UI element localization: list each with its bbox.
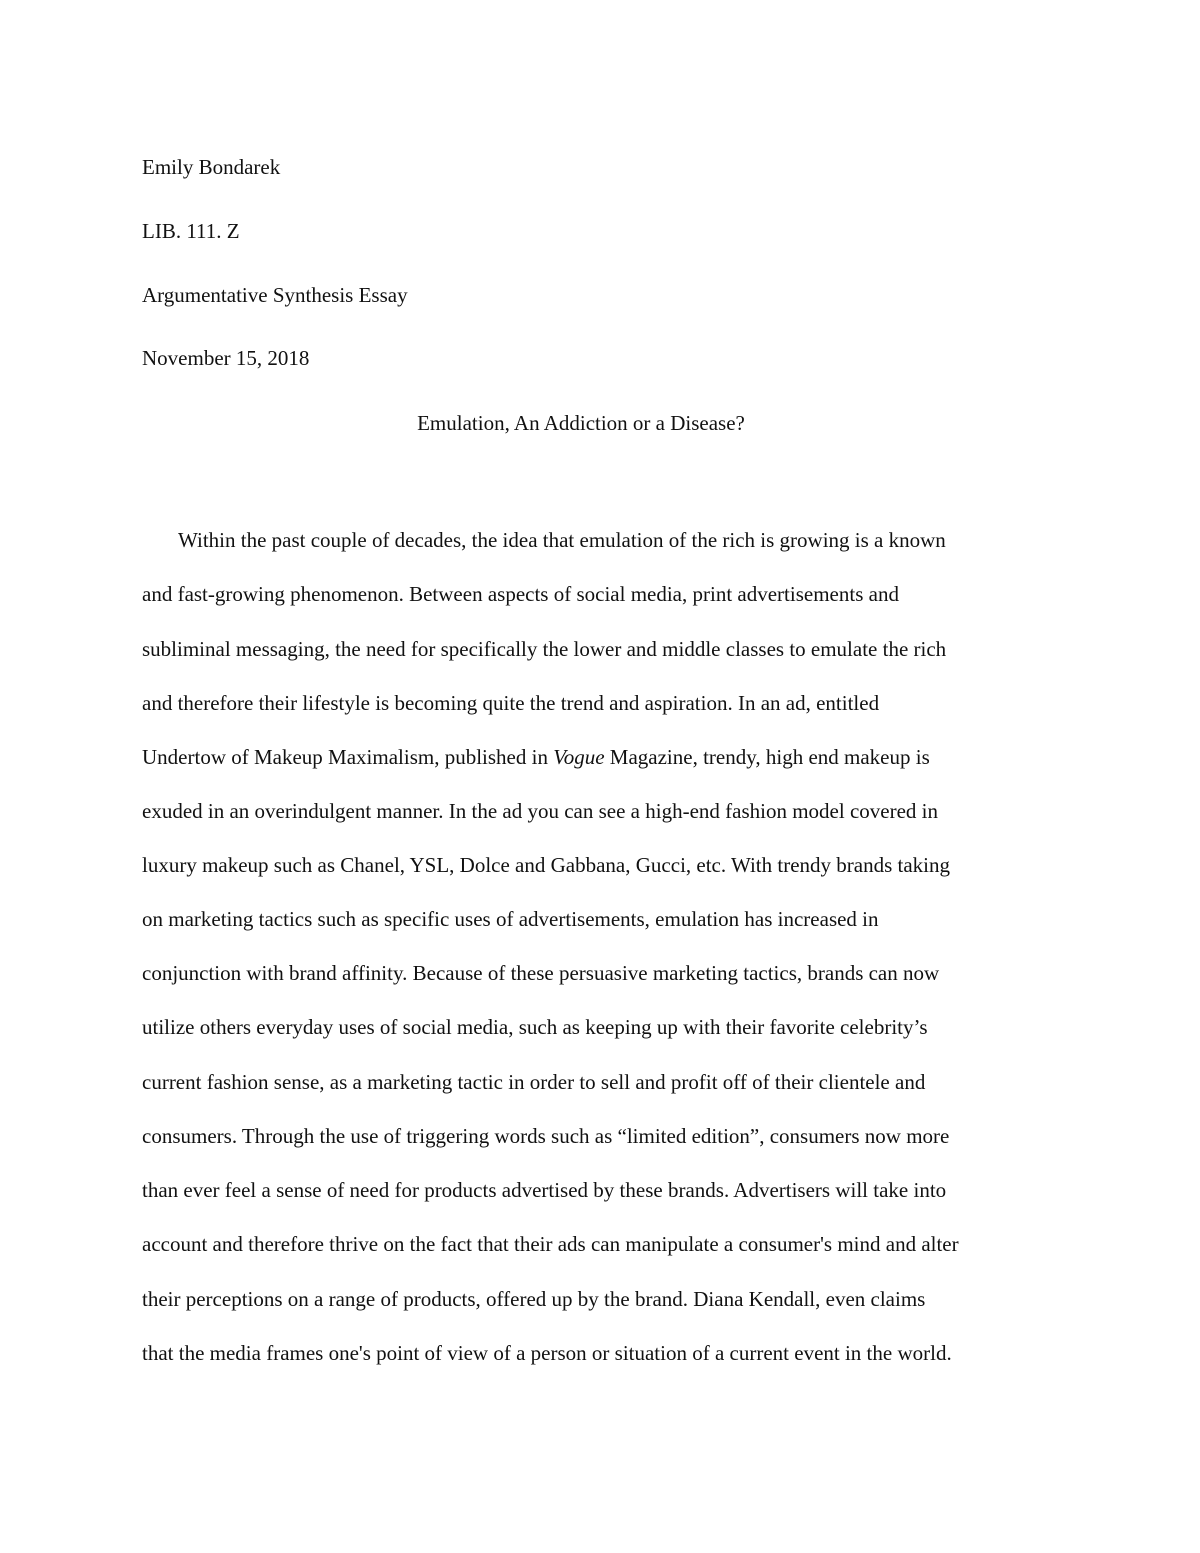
essay-title: Emulation, An Addiction or a Disease?: [417, 411, 745, 435]
body-line: [142, 744, 930, 770]
body-line: subliminal messaging, the need for specifically the lower and middle classes to emulate the rich: [142, 637, 947, 661]
body-line: their perceptions on a range of products, offered up by the brand. Diana Kendall, even claims: [142, 1287, 926, 1311]
body-line: and fast-growing phenomenon. Between aspects of social media, print advertisements and: [142, 582, 899, 606]
magazine-name: Vogue: [553, 745, 605, 769]
course-code: LIB. 111. Z: [142, 219, 240, 243]
author-name: Emily Bondarek: [142, 155, 281, 179]
body-line: exuded in an overindulgent manner. In the ad you can see a high-end fashion model covered in: [142, 799, 938, 823]
body-line: on marketing tactics such as specific uses of advertisements, emulation has increased in: [142, 907, 879, 931]
body-line: consumers. Through the use of triggering words such as “limited edition”, consumers now more: [142, 1124, 950, 1148]
body-line: than ever feel a sense of need for products advertised by these brands. Advertisers will take into: [142, 1178, 947, 1202]
body-text: Magazine, trendy, high end makeup is: [604, 745, 930, 769]
body-line: conjunction with brand affinity. Because of these persuasive marketing tactics, brands can now: [142, 961, 940, 985]
body-line: and therefore their lifestyle is becoming quite the trend and aspiration. In an ad, entitled: [142, 691, 880, 715]
body-text: Undertow of Makeup Maximalism, published in: [142, 745, 554, 769]
body-line: that the media frames one's point of view of a person or situation of a current event in the world.: [142, 1341, 952, 1365]
body-line: account and therefore thrive on the fact that their ads can manipulate a consumer's mind and alter: [142, 1232, 959, 1256]
essay-date: November 15, 2018: [142, 346, 310, 370]
body-line: current fashion sense, as a marketing tactic in order to sell and profit off of their clientele and: [142, 1070, 926, 1094]
body-line: utilize others everyday uses of social media, such as keeping up with their favorite celebrity’s: [142, 1015, 928, 1039]
assignment-name: Argumentative Synthesis Essay: [142, 283, 408, 307]
body-line: luxury makeup such as Chanel, YSL, Dolce and Gabbana, Gucci, etc. With trendy brands taking: [142, 853, 951, 877]
body-line: Within the past couple of decades, the idea that emulation of the rich is growing is a known: [178, 528, 946, 552]
